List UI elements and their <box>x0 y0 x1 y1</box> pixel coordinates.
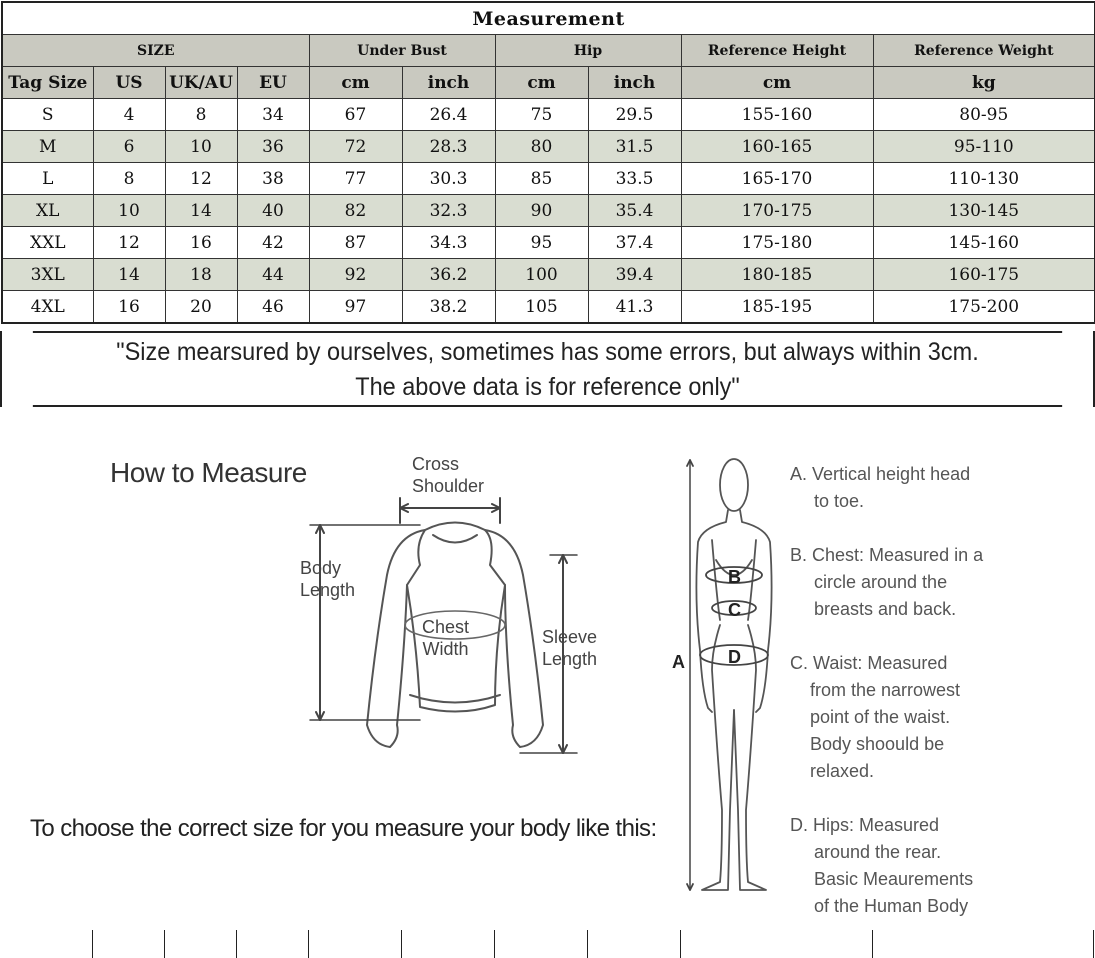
table-cell: 42 <box>237 227 309 259</box>
desc-c-line-4: Body shoould be <box>810 734 945 754</box>
desc-b-line-3: breasts and back. <box>814 599 957 619</box>
table-cell: 175-200 <box>873 291 1095 324</box>
table-cell: 38 <box>237 163 309 195</box>
table-cell: 80 <box>495 131 588 163</box>
how-to-measure-title: How to Measure <box>110 457 307 488</box>
desc-a-line-1: A. Vertical height head <box>790 464 971 484</box>
table-cell: 165-170 <box>681 163 873 195</box>
table-cell: 95 <box>495 227 588 259</box>
table-cell: 72 <box>309 131 402 163</box>
grid-line <box>680 930 681 958</box>
cross-shoulder-label <box>412 453 484 497</box>
table-cell: 82 <box>309 195 402 227</box>
body-length-line-1: Body <box>300 558 342 578</box>
note-line-2: The above data is for reference only" <box>355 373 740 401</box>
table-cell: 8 <box>93 163 165 195</box>
note-border-left <box>0 331 2 407</box>
marker-d: D <box>728 647 741 667</box>
body-length-line-2: Length <box>300 580 356 600</box>
desc-b <box>790 542 983 623</box>
header-reference-height: Reference Height <box>681 35 873 67</box>
size-rows <box>2 99 1095 324</box>
table-cell: 28.3 <box>402 131 495 163</box>
table-cell: 8 <box>165 99 237 131</box>
table-cell: 34.3 <box>402 227 495 259</box>
table-cell: 26.4 <box>402 99 495 131</box>
desc-a <box>790 461 970 515</box>
grid-line <box>872 930 873 958</box>
marker-a: A <box>672 652 685 672</box>
bottom-grid-lines <box>0 930 1095 958</box>
table-cell: 41.3 <box>588 291 681 324</box>
table-cell: 80-95 <box>873 99 1095 131</box>
table-cell: 40 <box>237 195 309 227</box>
header-size: SIZE <box>2 35 309 67</box>
chest-width-line-1: Chest <box>422 617 470 637</box>
unit-header-cell: inch <box>588 67 681 99</box>
desc-d-line-4: of the Human Body <box>814 896 969 916</box>
table-cell: 36 <box>237 131 309 163</box>
unit-header-cell: cm <box>681 67 873 99</box>
desc-a-line-2: to toe. <box>814 491 865 511</box>
table-cell: 36.2 <box>402 259 495 291</box>
table-cell: 75 <box>495 99 588 131</box>
table-cell: 185-195 <box>681 291 873 324</box>
table-cell: 18 <box>165 259 237 291</box>
unit-header-cell: kg <box>873 67 1095 99</box>
table-cell: 145-160 <box>873 227 1095 259</box>
table-row <box>2 195 1095 227</box>
unit-header-cell: US <box>93 67 165 99</box>
unit-header-cell: EU <box>237 67 309 99</box>
table-cell: 44 <box>237 259 309 291</box>
desc-c-line-5: relaxed. <box>810 761 875 781</box>
unit-header-cell: inch <box>402 67 495 99</box>
desc-d <box>790 812 973 920</box>
table-cell: M <box>2 131 93 163</box>
table-row <box>2 227 1095 259</box>
sleeve-length-line-1: Sleeve <box>542 627 598 647</box>
table-cell: 160-165 <box>681 131 873 163</box>
table-cell: 10 <box>93 195 165 227</box>
grid-line <box>587 930 588 958</box>
cross-shoulder-line-2: Shoulder <box>412 476 485 496</box>
grid-line <box>494 930 495 958</box>
table-cell: 170-175 <box>681 195 873 227</box>
size-table <box>1 1 1095 324</box>
table-row <box>2 291 1095 324</box>
desc-b-line-1: B. Chest: Measured in a <box>790 545 984 565</box>
marker-c: C <box>728 600 741 620</box>
grid-line <box>236 930 237 958</box>
grid-line <box>164 930 165 958</box>
table-cell: 14 <box>93 259 165 291</box>
table-cell: 130-145 <box>873 195 1095 227</box>
table-cell: 87 <box>309 227 402 259</box>
unit-header-cell: cm <box>309 67 402 99</box>
table-cell: 180-185 <box>681 259 873 291</box>
table-row <box>2 99 1095 131</box>
table-cell: 33.5 <box>588 163 681 195</box>
table-cell: 32.3 <box>402 195 495 227</box>
table-cell: 155-160 <box>681 99 873 131</box>
table-cell: 31.5 <box>588 131 681 163</box>
sleeve-length-label <box>542 626 597 670</box>
table-cell: 16 <box>93 291 165 324</box>
desc-b-line-2: circle around the <box>814 572 948 592</box>
grid-line <box>92 930 93 958</box>
table-cell: 6 <box>93 131 165 163</box>
table-cell: 3XL <box>2 259 93 291</box>
table-cell: 4 <box>93 99 165 131</box>
measurement-note <box>33 331 1062 407</box>
cross-shoulder-line-1: Cross <box>412 454 460 474</box>
table-cell: 90 <box>495 195 588 227</box>
desc-c-line-2: from the narrowest <box>810 680 961 700</box>
desc-c-line-1: C. Waist: Measured <box>790 653 948 673</box>
table-cell: 175-180 <box>681 227 873 259</box>
table-cell: 39.4 <box>588 259 681 291</box>
table-row <box>2 131 1095 163</box>
table-cell: S <box>2 99 93 131</box>
table-cell: 38.2 <box>402 291 495 324</box>
table-cell: 67 <box>309 99 402 131</box>
table-cell: 95-110 <box>873 131 1095 163</box>
table-cell: 46 <box>237 291 309 324</box>
table-cell: 85 <box>495 163 588 195</box>
table-cell: 14 <box>165 195 237 227</box>
table-cell: 97 <box>309 291 402 324</box>
table-cell: XXL <box>2 227 93 259</box>
table-cell: XL <box>2 195 93 227</box>
table-cell: 4XL <box>2 291 93 324</box>
note-line-1: "Size mearsured by ourselves, sometimes has some errors, but always within 3cm. <box>116 338 979 366</box>
unit-header-row <box>2 67 1095 99</box>
table-cell: 160-175 <box>873 259 1095 291</box>
table-cell: 29.5 <box>588 99 681 131</box>
table-cell: 16 <box>165 227 237 259</box>
table-cell: L <box>2 163 93 195</box>
table-cell: 77 <box>309 163 402 195</box>
table-cell: 92 <box>309 259 402 291</box>
table-cell: 30.3 <box>402 163 495 195</box>
table-cell: 37.4 <box>588 227 681 259</box>
sleeve-length-line-2: Length <box>542 649 598 669</box>
table-cell: 105 <box>495 291 588 324</box>
table-cell: 100 <box>495 259 588 291</box>
table-row <box>2 163 1095 195</box>
grid-line <box>308 930 309 958</box>
table-row <box>2 259 1095 291</box>
unit-header-cell: cm <box>495 67 588 99</box>
body-figure <box>672 450 782 900</box>
desc-d-line-3: Basic Meaurements <box>814 869 974 889</box>
header-reference-weight: Reference Weight <box>873 35 1095 67</box>
desc-c-line-3: point of the waist. <box>810 707 951 727</box>
table-cell: 35.4 <box>588 195 681 227</box>
grid-line <box>1093 930 1094 958</box>
chest-width-label <box>422 616 469 660</box>
body-length-label <box>300 557 355 601</box>
desc-d-line-1: D. Hips: Measured <box>790 815 940 835</box>
grid-line <box>401 930 402 958</box>
table-cell: 12 <box>165 163 237 195</box>
table-cell: 34 <box>237 99 309 131</box>
unit-header-cell: UK/AU <box>165 67 237 99</box>
marker-b: B <box>728 567 741 587</box>
table-cell: 10 <box>165 131 237 163</box>
desc-d-line-2: around the rear. <box>814 842 942 862</box>
header-under-bust: Under Bust <box>309 35 495 67</box>
table-cell: 110-130 <box>873 163 1095 195</box>
desc-c <box>790 650 960 785</box>
unit-header-cell: Tag Size <box>2 67 93 99</box>
choose-size-instruction: To choose the correct size for you measure your body like this: <box>30 815 657 842</box>
table-cell: 12 <box>93 227 165 259</box>
chest-width-line-2: Width <box>422 639 469 659</box>
header-hip: Hip <box>495 35 681 67</box>
table-cell: 20 <box>165 291 237 324</box>
table-title: Measurement <box>2 2 1095 35</box>
